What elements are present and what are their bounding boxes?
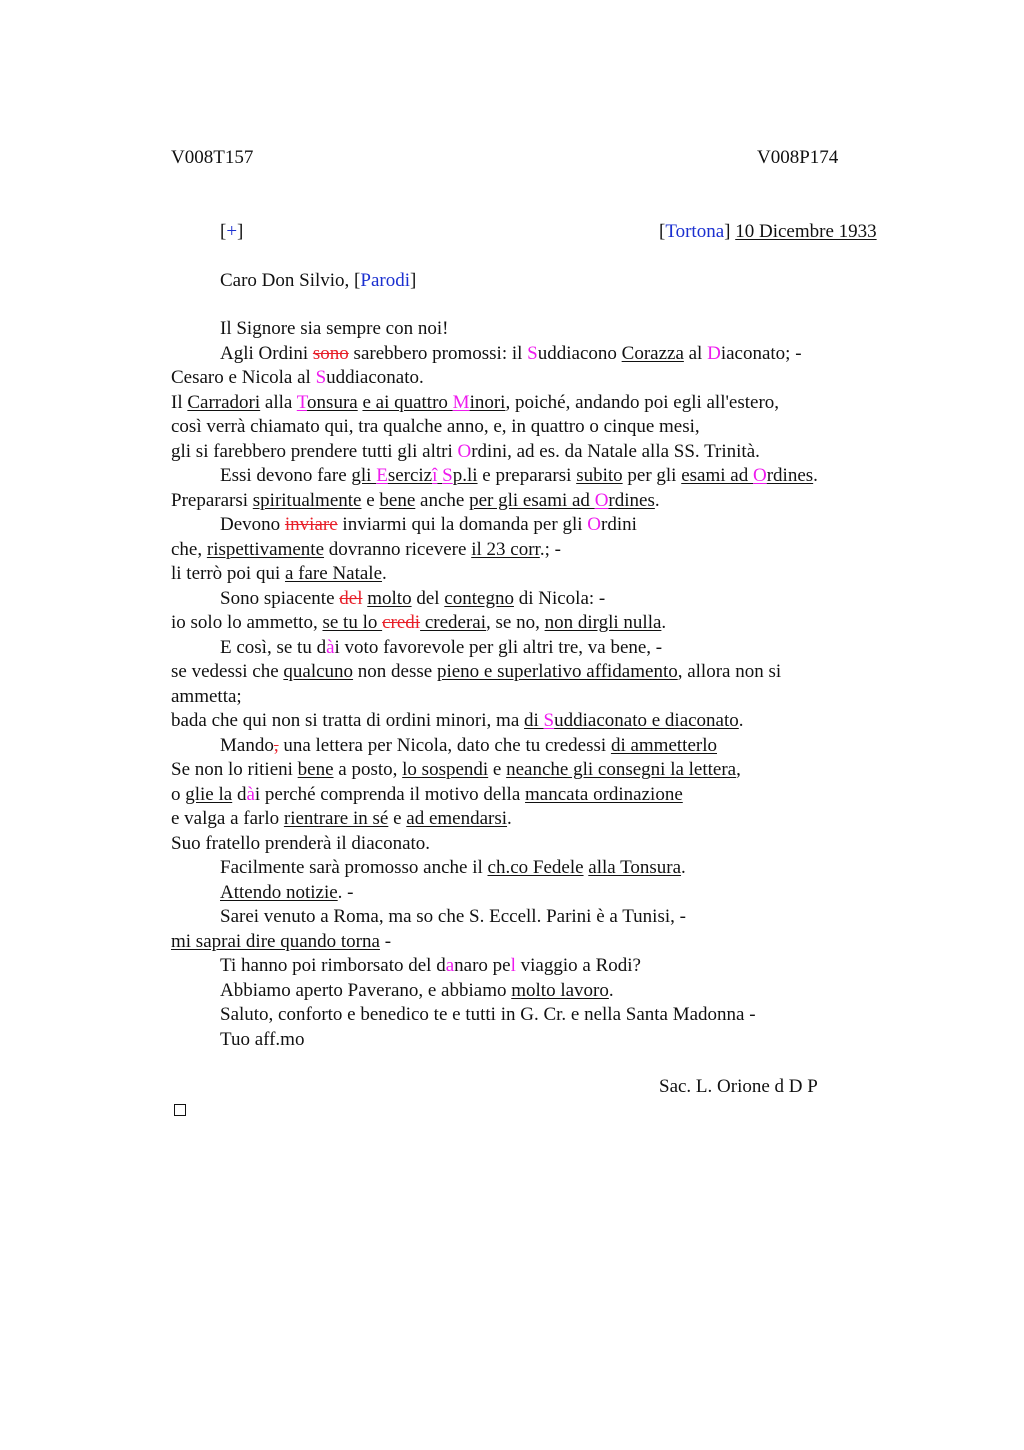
text-run: S xyxy=(315,367,327,388)
text-run: rdines xyxy=(766,465,814,486)
text-run: uddiacono xyxy=(537,342,622,364)
text-run: bada che qui non si tratta di ordini minori, ma xyxy=(171,710,525,731)
text-run: Essi devono fare xyxy=(220,465,352,486)
letter-line xyxy=(220,513,637,537)
letter-line xyxy=(220,954,641,978)
cross-symbol: + xyxy=(226,221,238,242)
text-run: , allora non si xyxy=(677,661,782,682)
text-run: . xyxy=(608,979,614,1001)
text-run: mi saprai dire quando torna xyxy=(171,930,380,952)
text-run: Cesaro e Nicola al xyxy=(171,367,316,388)
text-run: del xyxy=(411,587,445,609)
text-run: lo sospendi xyxy=(402,759,489,780)
text-run: mancata ordinazione xyxy=(525,783,683,805)
text-run: Prepararsi xyxy=(171,489,253,511)
letter-line xyxy=(171,832,430,856)
text-run: à xyxy=(246,783,255,805)
text-run: rispettivamente xyxy=(206,538,325,560)
text-run: uddiaconato e diaconato xyxy=(554,710,739,731)
signature: Sac. L. Orione d D P xyxy=(659,1076,818,1097)
text-run: iaconato; - xyxy=(720,342,802,364)
text-run: D xyxy=(707,342,721,364)
text-run: . xyxy=(507,808,512,829)
text-run: Abbiamo aperto Paverano, e abbiamo xyxy=(220,979,512,1001)
letter-line xyxy=(220,881,354,905)
text-run: Corazza xyxy=(621,342,684,364)
text-run: , xyxy=(736,759,741,780)
text-run: M xyxy=(452,391,470,413)
text-run: pieno e superlativo affidamento xyxy=(436,661,678,682)
text-run: naro pe xyxy=(454,955,511,976)
text-run: bene xyxy=(297,759,334,780)
letter-line xyxy=(220,905,686,929)
text-run: T xyxy=(296,391,308,413)
text-run: onsura xyxy=(307,391,358,413)
text-run: una lettera per Nicola, dato che tu credessi xyxy=(278,734,611,756)
text-run: uddiaconato. xyxy=(326,367,424,388)
text-run: Attendo notizie xyxy=(220,881,338,903)
text-run: viaggio a Rodi? xyxy=(515,955,641,976)
letter-line xyxy=(220,317,448,341)
letter-line xyxy=(171,489,660,513)
text-run: e xyxy=(388,808,407,829)
letter-line xyxy=(171,611,666,635)
text-run: spiritualmente xyxy=(252,489,362,511)
text-run: i voto favorevole per gli altri tre, va bene, - xyxy=(334,636,663,658)
text-run: Carradori xyxy=(187,391,261,413)
text-run: Agli Ordini xyxy=(220,342,313,364)
text-run: molto lavoro xyxy=(511,979,609,1001)
text-run: Saluto, conforto e benedico te e tutti in G. Cr. e nella Santa Madonna - xyxy=(220,1004,756,1025)
text-run: E così, se tu d xyxy=(220,636,327,658)
text-run: . xyxy=(738,710,744,731)
letter-line xyxy=(171,538,561,562)
letter-line xyxy=(220,1028,304,1052)
text-run: e prepararsi xyxy=(477,465,577,486)
letter-line xyxy=(171,930,391,954)
text-run: inviare xyxy=(284,514,338,535)
text-run: neanche gli consegni la lettera xyxy=(506,759,737,780)
text-run: per gli esami ad xyxy=(469,489,595,511)
text-run: non desse xyxy=(353,661,437,682)
text-run: .; - xyxy=(539,538,561,560)
text-run: gli xyxy=(351,465,377,486)
text-run: esami ad xyxy=(681,465,753,486)
text-run: E xyxy=(376,465,388,486)
letter-line xyxy=(220,587,605,611)
letter-line xyxy=(171,415,700,439)
letter-line xyxy=(220,636,662,660)
text-run: e valga a farlo xyxy=(171,808,284,829)
text-run: O xyxy=(594,489,609,511)
letter-line xyxy=(220,464,818,488)
text-run: , xyxy=(273,734,279,756)
text-run: se vedessi che xyxy=(171,661,284,682)
text-run: sono xyxy=(312,342,349,364)
text-run: . xyxy=(382,563,387,584)
letter-line xyxy=(171,440,760,464)
text-run: contegno xyxy=(444,587,514,609)
text-run: a xyxy=(445,955,455,976)
text-run: Tuo aff.mo xyxy=(220,1028,305,1050)
place-date: [Tortona] 10 Dicembre 1933 xyxy=(659,221,877,242)
letter-line xyxy=(171,366,424,390)
letter-line xyxy=(220,1003,756,1027)
text-run: S xyxy=(442,465,453,486)
text-run: . xyxy=(813,465,818,486)
text-run: î xyxy=(432,465,438,486)
text-run: O xyxy=(587,514,601,535)
text-run: S xyxy=(543,710,555,731)
text-run: per gli xyxy=(622,465,682,486)
text-run: Suo fratello prenderà il diaconato. xyxy=(171,832,431,854)
text-run: - xyxy=(379,930,392,952)
text-run: di ammetterlo xyxy=(610,734,717,756)
text-run: il 23 corr xyxy=(471,538,540,560)
text-run: l xyxy=(510,955,516,976)
text-run: . xyxy=(681,857,686,878)
letter-line xyxy=(220,979,614,1003)
text-run: Mando xyxy=(220,734,274,756)
text-run: di Nicola: - xyxy=(513,587,606,609)
letter-line xyxy=(171,685,242,709)
text-run: dovranno ricevere xyxy=(324,538,472,560)
text-run: se tu lo xyxy=(322,612,383,633)
text-run: qualcuno xyxy=(283,661,354,682)
text-run: e xyxy=(361,489,380,511)
text-run: . - xyxy=(337,881,354,903)
recipient-surname: Parodi xyxy=(360,270,410,291)
text-run: sarebbero promossi: il xyxy=(348,342,528,364)
text-run: del xyxy=(339,587,363,609)
text-run: ammetta; xyxy=(171,685,242,707)
text-run: Se non lo ritieni xyxy=(171,759,298,780)
letter-line xyxy=(220,856,686,880)
text-run: li terrò poi qui xyxy=(171,563,285,584)
text-run: al xyxy=(683,342,708,364)
checkbox-square-icon xyxy=(174,1104,186,1116)
text-run: e xyxy=(488,759,507,780)
salutation: Caro Don Silvio, [Parodi] xyxy=(220,270,417,291)
text-run: a posto, xyxy=(333,759,403,780)
letter-line xyxy=(171,660,781,684)
text-run: o xyxy=(171,783,186,805)
text-run: à xyxy=(326,636,335,658)
text-run: che, xyxy=(171,538,207,560)
text-run: Ti hanno poi rimborsato del d xyxy=(220,955,446,976)
letter-line xyxy=(220,734,717,758)
letter-line xyxy=(171,758,741,782)
text-run: alla Tonsura xyxy=(588,857,682,878)
text-run: , se no, xyxy=(486,612,545,633)
text-run: bene xyxy=(379,489,416,511)
text-run: glie la xyxy=(185,783,233,805)
place-name: Tortona xyxy=(665,221,725,242)
text-run: rdini, ad es. da Natale alla SS. Trinità. xyxy=(471,440,760,462)
text-run: Sarei venuto a Roma, ma so che S. Eccell. Parini è a Tunisi, - xyxy=(220,906,686,927)
text-run: e ai quattro xyxy=(362,391,453,413)
text-run: rientrare in sé xyxy=(283,808,389,829)
letter-line xyxy=(220,342,802,366)
header-right-code: V008P174 xyxy=(757,147,839,168)
text-run: così verrà chiamato qui, tra qualche anno, e, in quattro o cinque mesi, xyxy=(171,416,700,437)
text-run: crederai xyxy=(420,612,487,633)
text-run: Facilmente sarà promosso anche il xyxy=(220,857,488,878)
text-run: a fare Natale xyxy=(284,563,383,584)
text-run: S xyxy=(527,342,538,364)
text-run: non dirgli nulla xyxy=(544,612,662,633)
letter-line xyxy=(171,807,512,831)
text-run: io solo lo ammetto, xyxy=(171,612,323,633)
text-run: Devono xyxy=(220,514,285,535)
text-run: i perché comprenda il motivo della xyxy=(254,783,526,805)
text-run: gli si farebbero prendere tutti gli altri xyxy=(171,440,458,462)
text-run: . xyxy=(661,612,667,633)
text-run: inori xyxy=(469,391,506,413)
letter-line xyxy=(171,783,683,807)
text-run: p.li xyxy=(452,465,478,486)
text-run: Sono spiacente xyxy=(220,587,340,609)
text-run: Il xyxy=(171,391,188,413)
text-run: . xyxy=(654,489,660,511)
letter-date: 10 Dicembre 1933 xyxy=(735,221,877,242)
text-run: d xyxy=(232,783,247,805)
text-run: ad emendarsi xyxy=(406,808,508,829)
text-run: O xyxy=(752,465,767,486)
text-run: serciz xyxy=(387,465,433,486)
text-run: molto xyxy=(367,587,412,609)
text-run: Il Signore sia sempre con noi! xyxy=(220,318,449,339)
text-run: rdini xyxy=(601,514,637,535)
cross-mark: [+] xyxy=(220,221,244,242)
text-run: subito xyxy=(576,465,623,486)
text-run: O xyxy=(457,440,472,462)
text-run: , poiché, andando poi egli all'estero, xyxy=(505,391,780,413)
letter-line xyxy=(171,562,387,586)
text-run: inviarmi qui la domanda per gli xyxy=(337,514,588,535)
text-run: credi xyxy=(382,612,421,633)
text-run: alla xyxy=(260,391,297,413)
letter-line xyxy=(171,391,779,415)
text-run: ch.co Fedele xyxy=(487,857,584,878)
letter-line xyxy=(171,709,744,733)
text-run: di xyxy=(524,710,544,731)
text-run: anche xyxy=(415,489,470,511)
header-left-code: V008T157 xyxy=(171,147,254,168)
text-run: rdines xyxy=(608,489,655,511)
